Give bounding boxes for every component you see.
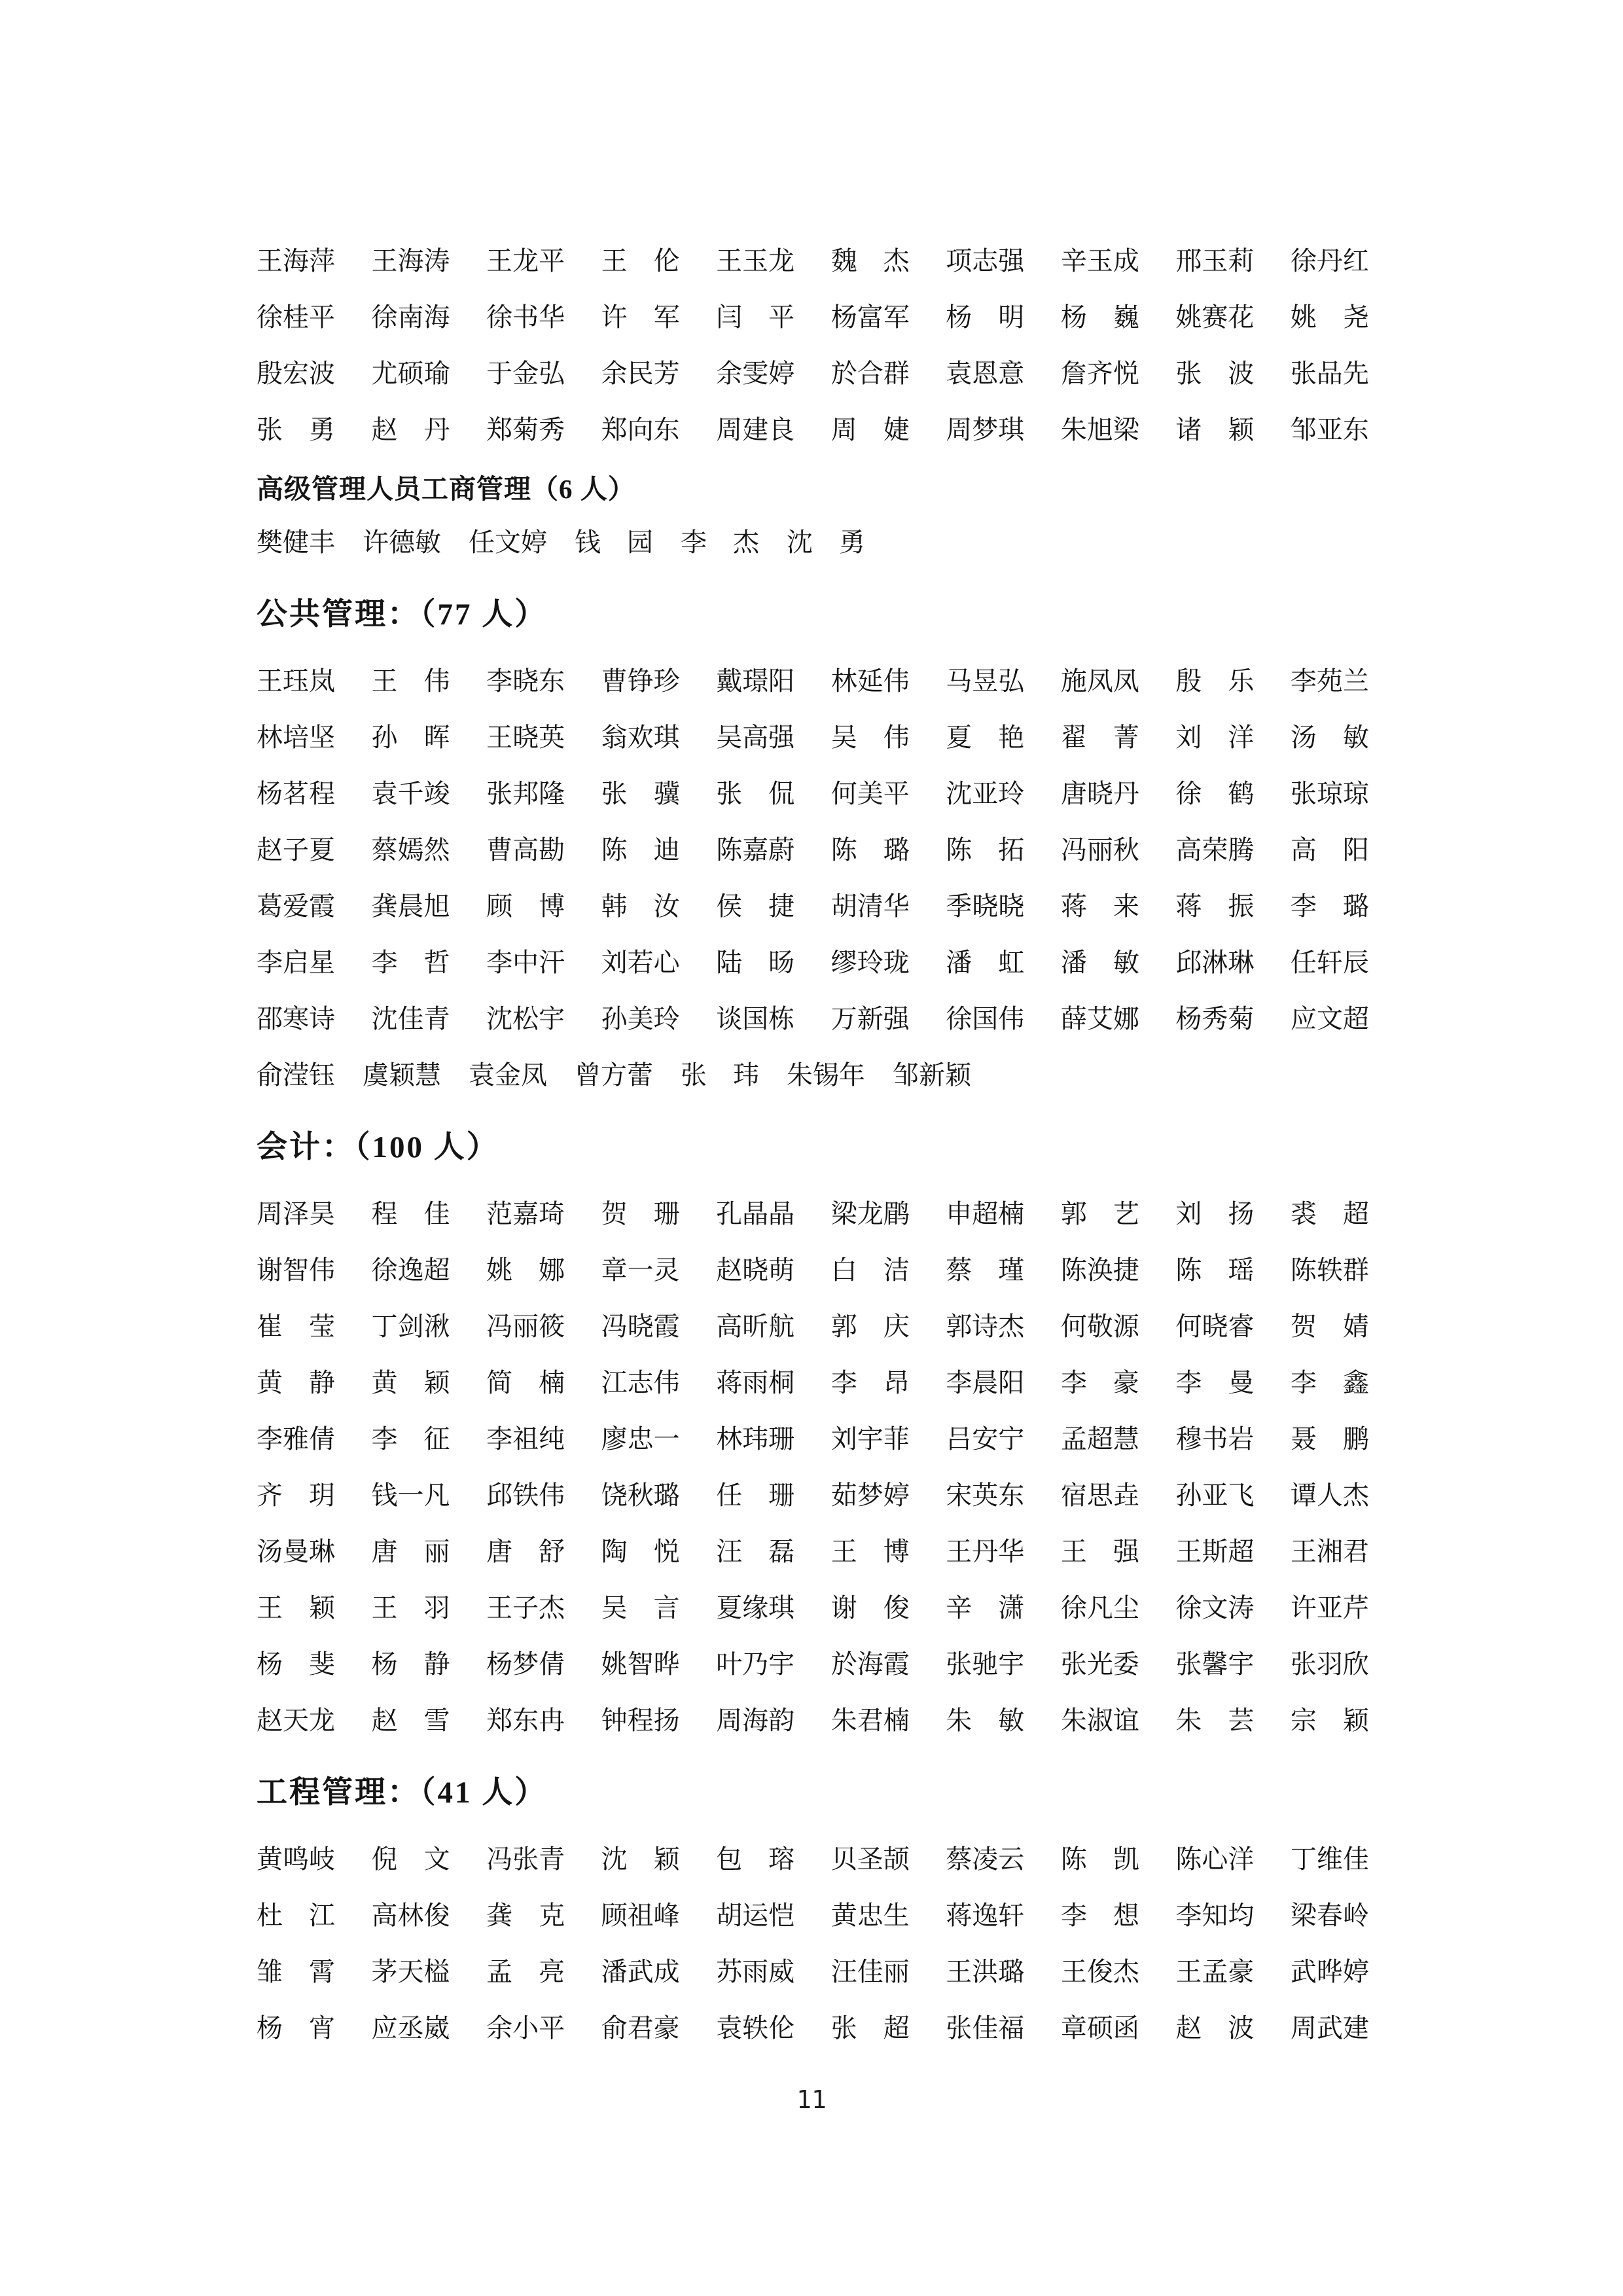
person-name: 许亚芹 xyxy=(1290,1593,1369,1623)
person-name: 陈心洋 xyxy=(1175,1844,1255,1874)
person-name: 沈 颖 xyxy=(601,1844,680,1874)
person-name: 任 珊 xyxy=(716,1480,795,1510)
person-name: 李 征 xyxy=(371,1424,450,1454)
person-name: 唐 丽 xyxy=(371,1537,450,1566)
person-name: 施凤凤 xyxy=(1060,666,1139,696)
person-name: 程 佳 xyxy=(371,1199,450,1229)
person-name: 李 豪 xyxy=(1060,1368,1139,1397)
person-name: 曹铮珍 xyxy=(601,666,680,696)
person-name: 葛爱霞 xyxy=(257,891,335,921)
person-name: 蔡 瑾 xyxy=(946,1255,1025,1285)
person-name: 蔡凌云 xyxy=(946,1844,1025,1874)
person-name: 徐书华 xyxy=(486,302,565,332)
person-name: 辛玉成 xyxy=(1060,246,1139,276)
person-name: 刘宇菲 xyxy=(830,1424,910,1454)
person-name: 虞颖慧 xyxy=(363,1060,441,1090)
person-name: 王 博 xyxy=(830,1537,910,1566)
person-name: 李中汗 xyxy=(486,948,565,977)
person-name: 王晓英 xyxy=(486,723,565,752)
person-name: 殷 乐 xyxy=(1175,666,1255,696)
person-name: 刘 洋 xyxy=(1175,723,1255,752)
name-row xyxy=(257,402,1369,458)
name-row xyxy=(257,514,1369,571)
name-row xyxy=(257,1186,1369,1242)
person-name: 杨秀菊 xyxy=(1175,1004,1255,1033)
person-name: 雏 霄 xyxy=(257,1957,335,1986)
person-name: 谢智伟 xyxy=(257,1255,335,1285)
person-name: 郭诗杰 xyxy=(946,1312,1025,1341)
name-row xyxy=(257,1299,1369,1355)
person-name: 简 楠 xyxy=(486,1368,565,1397)
person-name: 于金弘 xyxy=(486,359,565,388)
person-name: 徐桂平 xyxy=(257,302,335,332)
person-name: 杨 宵 xyxy=(257,2013,335,2043)
person-name: 黄 颖 xyxy=(371,1368,450,1397)
person-name: 李启星 xyxy=(257,948,335,977)
person-name: 姚智晔 xyxy=(601,1649,680,1679)
person-name: 周建良 xyxy=(716,415,795,444)
person-name: 孔晶晶 xyxy=(716,1199,795,1229)
person-name: 胡运恺 xyxy=(716,1901,795,1930)
person-name: 刘若心 xyxy=(601,948,680,977)
person-name: 宋英东 xyxy=(946,1480,1025,1510)
person-name: 武晔婷 xyxy=(1290,1957,1369,1986)
name-row xyxy=(257,1580,1369,1636)
person-name: 贺 珊 xyxy=(601,1199,680,1229)
person-name: 王湘君 xyxy=(1290,1537,1369,1566)
person-name: 蒋 来 xyxy=(1060,891,1139,921)
person-name: 袁轶伦 xyxy=(716,2013,795,2043)
person-name: 张 玮 xyxy=(681,1060,759,1090)
person-name: 陆 旸 xyxy=(716,948,795,977)
person-name: 黄 静 xyxy=(257,1368,335,1397)
person-name: 王 强 xyxy=(1060,1537,1139,1566)
person-name: 诸 颖 xyxy=(1175,415,1255,444)
person-name: 汤 敏 xyxy=(1290,723,1369,752)
person-name: 吴高强 xyxy=(716,723,795,752)
person-name: 贺 婧 xyxy=(1290,1312,1369,1341)
person-name: 於海霞 xyxy=(830,1649,910,1679)
person-name: 薛艾娜 xyxy=(1060,1004,1139,1033)
person-name: 王俊杰 xyxy=(1060,1957,1139,1986)
person-name: 俞滢钰 xyxy=(257,1060,335,1090)
person-name: 裘 超 xyxy=(1290,1199,1369,1229)
person-name: 沈松宇 xyxy=(486,1004,565,1033)
person-name: 范嘉琦 xyxy=(486,1199,565,1229)
person-name: 汪佳丽 xyxy=(830,1957,910,1986)
person-name: 黄鸣岐 xyxy=(257,1844,335,1874)
person-name: 王丹华 xyxy=(946,1537,1025,1566)
section-header: 公共管理：（77 人） xyxy=(257,597,548,632)
person-name: 魏 杰 xyxy=(830,246,910,276)
section-header: 高级管理人员工商管理（6 人） xyxy=(257,473,635,504)
person-name: 周泽昊 xyxy=(257,1199,335,1229)
person-name: 沈佳青 xyxy=(371,1004,450,1033)
person-name: 朱锡年 xyxy=(787,1060,865,1090)
person-name: 钟程扬 xyxy=(601,1706,680,1735)
person-name: 许 军 xyxy=(601,302,680,332)
person-name: 高昕航 xyxy=(716,1312,795,1341)
person-name: 谢 俊 xyxy=(830,1593,910,1623)
person-name: 冯丽筱 xyxy=(486,1312,565,1341)
person-name: 李 璐 xyxy=(1290,891,1369,921)
person-name: 赵子夏 xyxy=(257,835,335,865)
person-name: 冯张青 xyxy=(486,1844,565,1874)
person-name: 龚晨旭 xyxy=(371,891,450,921)
person-name: 朱 敏 xyxy=(946,1706,1025,1735)
person-name: 杨 明 xyxy=(946,302,1025,332)
person-name: 茹梦婷 xyxy=(830,1480,910,1510)
person-name: 朱淑谊 xyxy=(1060,1706,1139,1735)
name-row xyxy=(257,822,1369,878)
person-name: 潘 虹 xyxy=(946,948,1025,977)
person-name: 樊健丰 xyxy=(257,528,335,557)
person-name: 唐 舒 xyxy=(486,1537,565,1566)
person-name: 孟超慧 xyxy=(1060,1424,1139,1454)
name-row xyxy=(257,233,1369,289)
person-name: 丁维佳 xyxy=(1290,1844,1369,1874)
name-row xyxy=(257,289,1369,346)
person-name: 廖忠一 xyxy=(601,1424,680,1454)
person-name: 王斯超 xyxy=(1175,1537,1255,1566)
person-name: 张光委 xyxy=(1060,1649,1139,1679)
person-name: 沈亚玲 xyxy=(946,779,1025,808)
person-name: 夏 艳 xyxy=(946,723,1025,752)
person-name: 殷宏波 xyxy=(257,359,335,388)
person-name: 詹齐悦 xyxy=(1060,359,1139,388)
person-name: 申超楠 xyxy=(946,1199,1025,1229)
person-name: 龚 克 xyxy=(486,1901,565,1930)
person-name: 茅天榏 xyxy=(371,1957,450,1986)
person-name: 王 伟 xyxy=(371,666,450,696)
person-name: 俞君豪 xyxy=(601,2013,680,2043)
person-name: 贝圣颉 xyxy=(830,1844,910,1874)
person-name: 苏雨威 xyxy=(716,1957,795,1986)
person-name: 赵 丹 xyxy=(371,415,450,444)
person-name: 齐 玥 xyxy=(257,1480,335,1510)
person-name: 钱 园 xyxy=(575,528,653,557)
name-row xyxy=(257,1524,1369,1580)
person-name: 谈国栋 xyxy=(716,1004,795,1033)
person-name: 唐晓丹 xyxy=(1060,779,1139,808)
person-name: 李晨阳 xyxy=(946,1368,1025,1397)
person-name: 梁龙鹛 xyxy=(830,1199,910,1229)
person-name: 赵晓萌 xyxy=(716,1255,795,1285)
person-name: 陈 璐 xyxy=(830,835,910,865)
person-name: 孙美玲 xyxy=(601,1004,680,1033)
section-header: 会计：（100 人） xyxy=(257,1130,499,1164)
person-name: 潘武成 xyxy=(601,1957,680,1986)
person-name: 张品先 xyxy=(1290,359,1369,388)
person-name: 周梦琪 xyxy=(946,415,1025,444)
person-name: 邱铁伟 xyxy=(486,1480,565,1510)
name-row xyxy=(257,1831,1369,1888)
person-name: 梁春岭 xyxy=(1290,1901,1369,1930)
person-name: 蒋雨桐 xyxy=(716,1368,795,1397)
person-name: 王 羽 xyxy=(371,1593,450,1623)
name-row xyxy=(257,709,1369,766)
person-name: 赵 波 xyxy=(1175,2013,1255,2043)
person-name: 李 昂 xyxy=(830,1368,910,1397)
person-name: 蔡嫣然 xyxy=(371,835,450,865)
person-name: 林延伟 xyxy=(830,666,910,696)
person-name: 高荣腾 xyxy=(1175,835,1255,865)
person-name: 李 杰 xyxy=(681,528,759,557)
person-name: 任轩辰 xyxy=(1290,948,1369,977)
person-name: 杜 江 xyxy=(257,1901,335,1930)
person-name: 陈涣捷 xyxy=(1060,1255,1139,1285)
person-name: 周武建 xyxy=(1290,2013,1369,2043)
person-name: 曾方蕾 xyxy=(575,1060,653,1090)
person-name: 应丞崴 xyxy=(371,2013,450,2043)
person-name: 杨 静 xyxy=(371,1649,450,1679)
person-name: 孙亚飞 xyxy=(1175,1480,1255,1510)
person-name: 王海涛 xyxy=(371,246,450,276)
person-name: 尤硕瑜 xyxy=(371,359,450,388)
person-name: 闫 平 xyxy=(716,302,795,332)
person-name: 白 洁 xyxy=(830,1255,910,1285)
person-name: 袁恩意 xyxy=(946,359,1025,388)
name-list-content xyxy=(257,233,1369,2056)
person-name: 戴璟阳 xyxy=(716,666,795,696)
person-name: 李苑兰 xyxy=(1290,666,1369,696)
person-name: 杨富军 xyxy=(830,302,910,332)
person-name: 郑菊秀 xyxy=(486,415,565,444)
person-name: 郑向东 xyxy=(601,415,680,444)
person-name: 冯丽秋 xyxy=(1060,835,1139,865)
name-row xyxy=(257,1636,1369,1693)
person-name: 王洪璐 xyxy=(946,1957,1025,1986)
person-name: 朱君楠 xyxy=(830,1706,910,1735)
person-name: 高 阳 xyxy=(1290,835,1369,865)
person-name: 王玉龙 xyxy=(716,246,795,276)
person-name: 曹高勘 xyxy=(486,835,565,865)
person-name: 姚 尧 xyxy=(1290,302,1369,332)
person-name: 叶乃宇 xyxy=(716,1649,795,1679)
person-name: 何敬源 xyxy=(1060,1312,1139,1341)
name-row xyxy=(257,2000,1369,2056)
person-name: 王孟豪 xyxy=(1175,1957,1255,1986)
person-name: 冯晓霞 xyxy=(601,1312,680,1341)
person-name: 季晓晓 xyxy=(946,891,1025,921)
person-name: 周 婕 xyxy=(830,415,910,444)
person-name: 李 鑫 xyxy=(1290,1368,1369,1397)
person-name: 钱一凡 xyxy=(371,1480,450,1510)
person-name: 邱淋琳 xyxy=(1175,948,1255,977)
person-name: 侯 捷 xyxy=(716,891,795,921)
person-name: 陈 拓 xyxy=(946,835,1025,865)
person-name: 郭 庆 xyxy=(830,1312,910,1341)
name-row xyxy=(257,1944,1369,2000)
person-name: 邢玉莉 xyxy=(1175,246,1255,276)
person-name: 余雯婷 xyxy=(716,359,795,388)
person-name: 徐凡尘 xyxy=(1060,1593,1139,1623)
person-name: 杨 巍 xyxy=(1060,302,1139,332)
person-name: 姚赛花 xyxy=(1175,302,1255,332)
person-name: 姚 娜 xyxy=(486,1255,565,1285)
person-name: 李知均 xyxy=(1175,1901,1255,1930)
person-name: 张琼琼 xyxy=(1290,779,1369,808)
person-name: 李 想 xyxy=(1060,1901,1139,1930)
person-name: 孙 晖 xyxy=(371,723,450,752)
page-number: 11 xyxy=(796,2085,827,2114)
person-name: 周海韵 xyxy=(716,1706,795,1735)
person-name: 张佳福 xyxy=(946,2013,1025,2043)
person-name: 倪 文 xyxy=(371,1844,450,1874)
person-name: 吴 言 xyxy=(601,1593,680,1623)
person-name: 张 侃 xyxy=(716,779,795,808)
person-name: 徐文涛 xyxy=(1175,1593,1255,1623)
person-name: 顾 博 xyxy=(486,891,565,921)
person-name: 项志强 xyxy=(946,246,1025,276)
person-name: 崔 莹 xyxy=(257,1312,335,1341)
person-name: 穆书岩 xyxy=(1175,1424,1255,1454)
person-name: 章一灵 xyxy=(601,1255,680,1285)
person-name: 万新强 xyxy=(830,1004,910,1033)
person-name: 马昱弘 xyxy=(946,666,1025,696)
person-name: 张馨宇 xyxy=(1175,1649,1255,1679)
person-name: 何晓睿 xyxy=(1175,1312,1255,1341)
person-name: 汤曼琳 xyxy=(257,1537,335,1566)
person-name: 张邦隆 xyxy=(486,779,565,808)
person-name: 郭 艺 xyxy=(1060,1199,1139,1229)
name-row xyxy=(257,878,1369,935)
person-name: 朱 芸 xyxy=(1175,1706,1255,1735)
name-row xyxy=(257,346,1369,402)
person-name: 袁金凤 xyxy=(469,1060,547,1090)
person-name: 沈 勇 xyxy=(787,528,865,557)
person-name: 许德敏 xyxy=(363,528,441,557)
person-name: 宗 颖 xyxy=(1290,1706,1369,1735)
name-row xyxy=(257,1411,1369,1467)
person-name: 徐国伟 xyxy=(946,1004,1025,1033)
person-name: 张 波 xyxy=(1175,359,1255,388)
person-name: 辛 潇 xyxy=(946,1593,1025,1623)
person-name: 杨梦倩 xyxy=(486,1649,565,1679)
person-name: 赵 雪 xyxy=(371,1706,450,1735)
person-name: 李 哲 xyxy=(371,948,450,977)
person-name: 翁欢琪 xyxy=(601,723,680,752)
person-name: 吕安宁 xyxy=(946,1424,1025,1454)
name-row xyxy=(257,1242,1369,1299)
person-name: 饶秋璐 xyxy=(601,1480,680,1510)
person-name: 胡清华 xyxy=(830,891,910,921)
person-name: 赵天龙 xyxy=(257,1706,335,1735)
person-name: 陈 凯 xyxy=(1060,1844,1139,1874)
person-name: 杨 斐 xyxy=(257,1649,335,1679)
person-name: 孟 亮 xyxy=(486,1957,565,1986)
person-name: 李祖纯 xyxy=(486,1424,565,1454)
person-name: 张驰宇 xyxy=(946,1649,1025,1679)
name-row xyxy=(257,991,1369,1047)
person-name: 王 伦 xyxy=(601,246,680,276)
person-name: 任文婷 xyxy=(469,528,547,557)
person-name: 徐逸超 xyxy=(371,1255,450,1285)
person-name: 章硕函 xyxy=(1060,2013,1139,2043)
person-name: 张 超 xyxy=(830,2013,910,2043)
person-name: 王 颖 xyxy=(257,1593,335,1623)
person-name: 余小平 xyxy=(486,2013,565,2043)
person-name: 江志伟 xyxy=(601,1368,680,1397)
person-name: 邹新颖 xyxy=(893,1060,971,1090)
person-name: 王珏岚 xyxy=(257,666,335,696)
name-row xyxy=(257,1047,1369,1103)
name-row xyxy=(257,1888,1369,1944)
person-name: 王子杰 xyxy=(486,1593,565,1623)
person-name: 张羽欣 xyxy=(1290,1649,1369,1679)
person-name: 丁剑湫 xyxy=(371,1312,450,1341)
person-name: 包 瑢 xyxy=(716,1844,795,1874)
person-name: 郑东冉 xyxy=(486,1706,565,1735)
person-name: 宿思垚 xyxy=(1060,1480,1139,1510)
person-name: 林培坚 xyxy=(257,723,335,752)
person-name: 陈 迪 xyxy=(601,835,680,865)
name-row xyxy=(257,766,1369,822)
name-row xyxy=(257,1467,1369,1524)
person-name: 聂 鹏 xyxy=(1290,1424,1369,1454)
person-name: 徐丹红 xyxy=(1290,246,1369,276)
person-name: 谭人杰 xyxy=(1290,1480,1369,1510)
person-name: 徐南海 xyxy=(371,302,450,332)
name-row xyxy=(257,1355,1369,1411)
person-name: 夏缘琪 xyxy=(716,1593,795,1623)
person-name: 何美平 xyxy=(830,779,910,808)
person-name: 顾祖峰 xyxy=(601,1901,680,1930)
name-row xyxy=(257,1693,1369,1749)
person-name: 应文超 xyxy=(1290,1004,1369,1033)
person-name: 吴 伟 xyxy=(830,723,910,752)
person-name: 徐 鹤 xyxy=(1175,779,1255,808)
person-name: 杨茗程 xyxy=(257,779,335,808)
person-name: 潘 敏 xyxy=(1060,948,1139,977)
person-name: 刘 扬 xyxy=(1175,1199,1255,1229)
section-header: 工程管理：（41 人） xyxy=(257,1775,548,1810)
person-name: 陈嘉蔚 xyxy=(716,835,795,865)
person-name: 张 骥 xyxy=(601,779,680,808)
person-name: 李 曼 xyxy=(1175,1368,1255,1397)
person-name: 林玮珊 xyxy=(716,1424,795,1454)
person-name: 陈 瑶 xyxy=(1175,1255,1255,1285)
person-name: 李晓东 xyxy=(486,666,565,696)
person-name: 高林俊 xyxy=(371,1901,450,1930)
person-name: 余民芳 xyxy=(601,359,680,388)
person-name: 袁千竣 xyxy=(371,779,450,808)
person-name: 邹亚东 xyxy=(1290,415,1369,444)
person-name: 李雅倩 xyxy=(257,1424,335,1454)
person-name: 张 勇 xyxy=(257,415,335,444)
name-row xyxy=(257,935,1369,991)
person-name: 蒋逸轩 xyxy=(946,1901,1025,1930)
person-name: 王龙平 xyxy=(486,246,565,276)
person-name: 朱旭梁 xyxy=(1060,415,1139,444)
person-name: 翟 菁 xyxy=(1060,723,1139,752)
person-name: 王海萍 xyxy=(257,246,335,276)
person-name: 缪玲珑 xyxy=(830,948,910,977)
person-name: 黄忠生 xyxy=(830,1901,910,1930)
name-row xyxy=(257,653,1369,709)
person-name: 汪 磊 xyxy=(716,1537,795,1566)
person-name: 於合群 xyxy=(830,359,910,388)
person-name: 蒋 振 xyxy=(1175,891,1255,921)
person-name: 邵寒诗 xyxy=(257,1004,335,1033)
person-name: 陈轶群 xyxy=(1290,1255,1369,1285)
person-name: 韩 汝 xyxy=(601,891,680,921)
person-name: 陶 悦 xyxy=(601,1537,680,1566)
